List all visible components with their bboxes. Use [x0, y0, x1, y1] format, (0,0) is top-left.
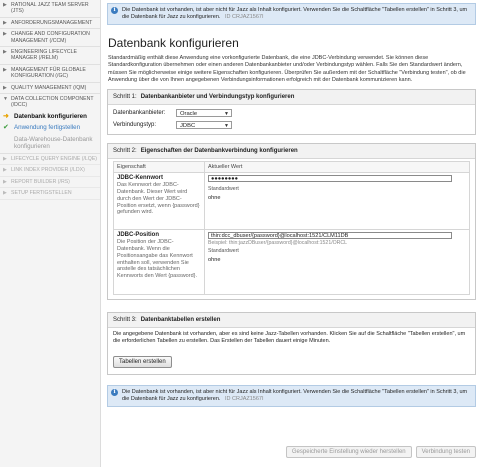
- example-hint: Beispiel: thin:jazzDBuser/{password}@localhost:1521/ORCL: [208, 240, 348, 247]
- message-id: ID CRJAZ1567I: [224, 14, 264, 20]
- info-message: Die Datenbank ist vorhanden, ist aber nicht für Jazz als Inhalt konfiguriert. Verwenden Sie die Schaltfläche "Tabellen erstellen" in Schritt 3, um die Datenbank für Jazz zu konfigurieren.: [122, 7, 468, 20]
- column-header-value: Aktueller Wert: [205, 162, 470, 173]
- provider-select[interactable]: [176, 109, 232, 117]
- sidebar-subitem-dw-db[interactable]: [0, 134, 100, 154]
- step-number: Schritt 3:: [113, 317, 137, 324]
- chevron-right-icon: ▶: [3, 2, 7, 8]
- page-description: Standardmäßig enthält diese Anwendung eine vorkonfigurierte Datenbank, die eine JDBC-Verbindung verwendet. Sie können diese Standardkonfiguration übernehmen oder einen anderen Datenbankanbieter und/oder Verbindungstyp wählen. Falls Sie den Standardwert ändern, müssen Sie möglicherweise einige weitere Eigenschaften konfigurieren. Überprüfen Sie außerdem mit der Schaltfläche "Verbindung testen", ob die Anwendung über die von Ihnen angegebenen Verbindungsinformationen erfolgreich mit der Datenbank kommunizieren kann.: [108, 55, 466, 83]
- table-row: [114, 173, 470, 230]
- checkmark-icon: ✔: [3, 124, 9, 132]
- step-title: Eigenschaften der Datenbankverbindung konfigurieren: [140, 148, 298, 155]
- info-banner-bottom: [107, 385, 476, 407]
- info-message: Die Datenbank ist vorhanden, ist aber nicht für Jazz als Inhalt konfiguriert. Verwenden Sie die Schaltfläche "Tabellen erstellen" in Schritt 3, um die Datenbank für Jazz zu konfigurieren.: [122, 389, 468, 403]
- sidebar-item-label: LIFECYCLE QUERY ENGINE (/LQE): [11, 155, 98, 162]
- chevron-right-icon: ▶: [3, 178, 7, 185]
- step3-header: [108, 313, 475, 328]
- jdbc-location-input[interactable]: thin:dcc_dbuser/{password}@localhost:1521/CLM11DB: [208, 232, 452, 239]
- step3-text: Die angegebene Datenbank ist vorhanden, aber es sind keine Jazz-Tabellen vorhanden. Klicken Sie auf die Schaltfläche "Tabellen erstellen", um die erforderlichen Tabellen zu erstellen. Das Erstellen der Tabellen dauert einige Minuten.: [113, 331, 466, 345]
- sidebar-item-finish[interactable]: [0, 188, 100, 199]
- step-number: Schritt 2:: [113, 148, 137, 155]
- provider-row: [108, 107, 475, 119]
- property-name: JDBC-Kennwort: [117, 175, 163, 182]
- footer-actions: [107, 444, 476, 460]
- page-title: Datenbank konfigurieren: [108, 36, 239, 50]
- chevron-right-icon: ▶: [3, 49, 7, 56]
- jdbc-password-input[interactable]: ●●●●●●●●: [208, 175, 452, 182]
- table-row: [114, 230, 470, 295]
- chevron-right-icon: ▶: [3, 167, 7, 174]
- sidebar-item-ldx[interactable]: [0, 165, 100, 176]
- sidebar-item-label: CHANGE AND CONFIGURATION MANAGEMENT (/CCM): [11, 31, 90, 44]
- sidebar-item-dcc[interactable]: [0, 94, 100, 111]
- connection-type-select[interactable]: [176, 121, 232, 129]
- sidebar-item-label: LINK INDEX PROVIDER (/LDX): [11, 167, 85, 174]
- property-description: Die Position der JDBC-Datenbank. Wenn die Positionsangabe das Kennwort enthalten soll, verwenden Sie anstelle des tatsächlichen Kennworts den Wert {password}.: [117, 239, 197, 280]
- main-content: [107, 0, 476, 407]
- sidebar-item-label: ENGINEERING LIFECYCLE MANAGER (/RELM): [11, 49, 78, 62]
- info-icon: i: [111, 7, 118, 14]
- sidebar-item-label: DATA COLLECTION COMPONENT (/DCC): [11, 96, 94, 109]
- sidebar-item-label: REPORT BUILDER (/RS): [11, 178, 70, 185]
- chevron-right-icon: ▶: [3, 84, 7, 91]
- step-title: Datenbankanbieter und Verbindungstyp konfigurieren: [140, 94, 295, 101]
- default-label: Standardwert: [208, 248, 239, 255]
- sidebar-item-label: SETUP FERTIGSTELLEN: [11, 190, 72, 197]
- sidebar-item-ccm[interactable]: [0, 29, 100, 47]
- property-name: JDBC-Position: [117, 232, 159, 239]
- sidebar-subitem-configure-db[interactable]: [0, 111, 100, 123]
- sidebar-item-label: RATIONAL JAZZ TEAM SERVER (JTS): [11, 2, 89, 15]
- chevron-right-icon: ▶: [3, 190, 7, 197]
- step-title: Datenbanktabellen erstellen: [140, 317, 221, 324]
- test-connection-button[interactable]: Verbindung testen: [416, 446, 476, 458]
- sidebar-item-lqe[interactable]: [0, 154, 100, 165]
- chevron-right-icon: ▶: [3, 31, 7, 38]
- sidebar-item-label: MANAGEMENT FÜR GLOBALE KONFIGURATION (/GC): [11, 66, 86, 80]
- properties-table: [113, 161, 470, 295]
- arrow-right-icon: ➜: [3, 112, 9, 120]
- connection-type-value: JDBC: [180, 123, 196, 130]
- sidebar-item-rs[interactable]: [0, 177, 100, 188]
- provider-label: Datenbankanbieter:: [113, 110, 166, 117]
- setup-sidebar: [0, 0, 101, 467]
- message-id: ID CRJAZ1567I: [224, 396, 264, 403]
- step3-panel: [107, 312, 476, 375]
- default-label: Standardwert: [208, 186, 239, 193]
- connection-type-label: Verbindungstyp:: [113, 122, 157, 129]
- sidebar-subitem-label: Data-Warehouse-Datenbank konfigurieren: [14, 135, 93, 151]
- sidebar-item-jts[interactable]: [0, 0, 100, 18]
- sidebar-item-qm[interactable]: [0, 83, 100, 94]
- restore-settings-button[interactable]: Gespeicherte Einstellung wieder herstellen: [286, 446, 412, 458]
- step-number: Schritt 1:: [113, 94, 137, 101]
- chevron-down-icon: ▼: [3, 96, 8, 103]
- chevron-down-icon: ▼: [224, 111, 229, 118]
- step2-panel: [107, 143, 476, 300]
- sidebar-subitem-label: Datenbank konfigurieren: [14, 112, 87, 120]
- step1-header: [108, 90, 475, 105]
- chevron-right-icon: ▶: [3, 155, 7, 162]
- default-value: ohne: [208, 257, 221, 264]
- create-tables-button[interactable]: Tabellen erstellen: [113, 356, 172, 368]
- sidebar-item-relm[interactable]: [0, 47, 100, 65]
- info-banner-top: [107, 3, 476, 25]
- default-value: ohne: [208, 195, 221, 202]
- sidebar-subitem-label: Anwendung fertigstellen: [14, 124, 81, 132]
- property-description: Das Kennwort der JDBC-Datenbank. Dieser Wert wird durch den Wert der JDBC-Position ersetzt, wenn {password} gefunden wird.: [117, 182, 200, 216]
- sidebar-item-gc[interactable]: [0, 65, 100, 83]
- sidebar-item-label: ANFORDERUNGSMANAGEMENT: [11, 19, 93, 26]
- step1-panel: [107, 89, 476, 135]
- sidebar-item-rm[interactable]: [0, 18, 100, 29]
- provider-value: Oracle: [180, 111, 198, 118]
- info-icon: i: [111, 389, 118, 396]
- chevron-down-icon: ▼: [224, 123, 229, 130]
- step2-header: [108, 144, 475, 159]
- sidebar-item-label: QUALITY MANAGEMENT (/QM): [11, 84, 87, 91]
- connection-type-row: [108, 119, 475, 131]
- chevron-right-icon: ▶: [3, 66, 7, 73]
- column-header-property: Eigenschaft: [114, 162, 205, 173]
- sidebar-subitem-finalize[interactable]: [0, 122, 100, 134]
- chevron-right-icon: ▶: [3, 19, 7, 26]
